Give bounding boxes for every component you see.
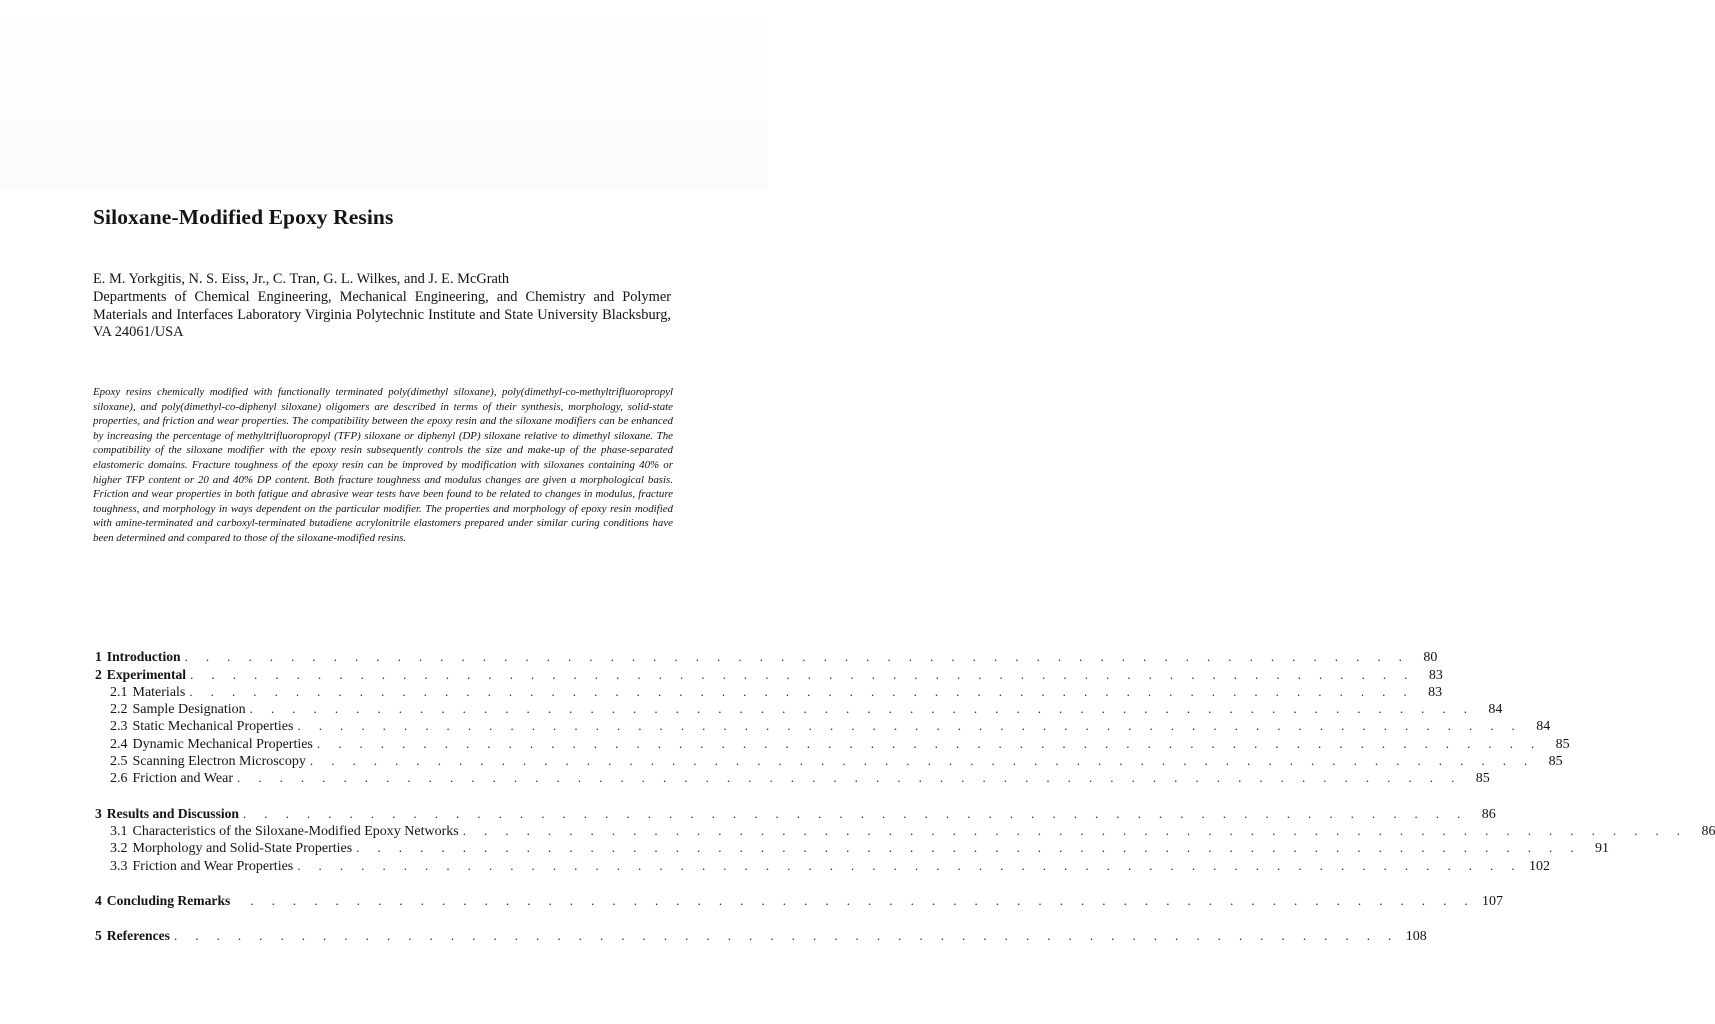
toc-entry-dynamic-mechanical[interactable] [110,735,1570,752]
toc-entry-number: 3 [95,806,102,821]
toc-leader-dots: . . . . . . . . . . . . . . . . . . . . . . . . . . . . . . . . . . . . . . . . . . . . . . . . . . . . . . . . . . [297,718,1523,733]
toc-entry-number: 3.1 [110,824,128,839]
toc-entry-label: Morphology and Solid-State Properties [132,841,353,856]
toc-leader-dots: . . . . . . . . . . . . . . . . . . . . . . . . . . . . . . . . . . . . . . . . . . . . . . . . . . . . . . . . . . [462,823,1688,838]
toc-entry-introduction[interactable] [95,648,1438,665]
toc-entry-label: Concluding Remarks [106,893,231,908]
author-affiliation: Departments of Chemical Engineering, Mechanical Engineering, and Chemistry and Polymer Materials and Interfaces Laboratory Virginia Polytechnic Institute and State University Blacksburg, VA 24061/USA [93,289,671,341]
toc-leader-dots: . . . . . . . . . . . . . . . . . . . . . . . . . . . . . . . . . . . . . . . . . . . . . . . . . . . . . . . . . . [250,893,1476,908]
toc-entry-page: 86 [1481,807,1496,822]
toc-entry-number: 5 [95,928,102,943]
article-title: Siloxane-Modified Epoxy Resins [93,205,394,229]
toc-leader-dots: . . . . . . . . . . . . . . . . . . . . . . . . . . . . . . . . . . . . . . . . . . . . . . . . . . . . . . . . . . [173,928,1399,943]
toc-entry-label: Materials [132,685,186,700]
toc-entry-label: Introduction [106,649,181,664]
toc-entry-number: 3.3 [110,859,128,874]
toc-entry-number: 2.2 [110,702,128,717]
toc-entry-page: 84 [1488,702,1503,717]
toc-entry-friction-wear[interactable] [110,769,1490,786]
toc-entry-page: 85 [1548,754,1563,769]
toc-leader-dots: . . . . . . . . . . . . . . . . . . . . . . . . . . . . . . . . . . . . . . . . . . . . . . . . . . . . . . . . . . [309,753,1535,768]
toc-leader-dots: . . . . . . . . . . . . . . . . . . . . . . . . . . . . . . . . . . . . . . . . . . . . . . . . . . . . . . . . . . [243,806,1468,821]
toc-entry-characteristics[interactable] [110,822,1715,839]
toc-entry-label: Experimental [106,667,187,682]
toc-entry-number: 2.3 [110,719,128,734]
toc-entry-number: 2.4 [110,737,128,752]
toc-leader-dots: . . . . . . . . . . . . . . . . . . . . . . . . . . . . . . . . . . . . . . . . . . . . . . . . . . . . . . . . . . [297,858,1522,873]
toc-entry-page: 86 [1701,824,1715,839]
toc-entry-number: 2.1 [110,685,128,700]
toc-entry-number: 1 [95,649,102,664]
toc-entry-page: 108 [1405,929,1427,944]
toc-entry-page: 85 [1475,771,1490,786]
toc-entry-sample-designation[interactable] [110,700,1503,717]
toc-entry-page: 102 [1529,859,1550,874]
abstract-text: Epoxy resins chemically modified with functionally terminated poly(dimethyl siloxane), poly(dimethyl-co-methyltrifluoropropyl siloxane), and poly(dimethyl-co-diphenyl siloxane) oligomers are described in terms of their synthesis, morphology, solid-state properties, and friction and wear properties. The compatibility between the epoxy resin and the siloxane modifiers can be enhanced by increasing the percentage of methyltrifluoropropyl (TFP) siloxane or diphenyl (DP) siloxane relative to dimethyl siloxane. The compatibility of the siloxane modifier with the epoxy resin subsequently controls the size and make-up of the phase-separated elastomeric domains. Fracture toughness of the epoxy resin can be improved by modification with siloxanes containing 40% or higher TFP content or 20 and 40% DP content. Both fracture toughness and modulus changes are given a morphological basis. Friction and wear properties in both fatigue and abrasive wear tests have been found to be related to changes in modulus, fracture toughness, and morphology in ways dependent on the particular modifier. The properties and morphology of epoxy resin modified with amine-terminated and carboxyl-terminated butadiene acrylonitrile elastomers prepared under similar curing conditions have been determined and compared to those of the siloxane-modified resins. [93,386,673,544]
toc-entry-materials[interactable] [110,683,1443,700]
toc-leader-dots: . . . . . . . . . . . . . . . . . . . . . . . . . . . . . . . . . . . . . . . . . . . . . . . . . . . . . . . . . . [236,770,1462,785]
toc-entry-references[interactable] [95,927,1427,944]
toc-entry-label: Scanning Electron Microscopy [132,754,306,769]
toc-leader-dots: . . . . . . . . . . . . . . . . . . . . . . . . . . . . . . . . . . . . . . . . . . . . . . . . . . . . . . . . . . [356,840,1581,855]
toc-entry-friction-wear-properties[interactable] [110,857,1550,874]
toc-entry-concluding-remarks[interactable] [95,892,1504,909]
toc-entry-results-discussion[interactable] [95,805,1496,822]
toc-entry-label: References [106,928,170,943]
toc-entry-label: Friction and Wear Properties [132,859,294,874]
toc-entry-page: 84 [1536,719,1551,734]
toc-entry-sem[interactable] [110,752,1563,769]
toc-entry-static-mechanical[interactable] [110,717,1551,734]
toc-leader-dots: . . . . . . . . . . . . . . . . . . . . . . . . . . . . . . . . . . . . . . . . . . . . . . . . . . . . . . . . . . [190,667,1415,682]
toc-entry-number: 2 [95,667,102,682]
toc-entry-number: 4 [95,893,102,908]
toc-entry-page: 83 [1428,685,1443,700]
toc-entry-page: 85 [1555,737,1570,752]
toc-leader-dots: . . . . . . . . . . . . . . . . . . . . . . . . . . . . . . . . . . . . . . . . . . . . . . . . . . . . . . . . . . [184,649,1410,664]
toc-entry-number: 3.2 [110,841,128,856]
toc-entry-label: Friction and Wear [132,771,233,786]
toc-leader-dots: . . . . . . . . . . . . . . . . . . . . . . . . . . . . . . . . . . . . . . . . . . . . . . . . . . . . . . . . . . [189,684,1415,699]
toc-entry-label: Results and Discussion [106,806,239,821]
toc-entry-number: 2.5 [110,754,128,769]
author-list: E. M. Yorkgitis, N. S. Eiss, Jr., C. Tran, G. L. Wilkes, and J. E. McGrath [93,271,510,287]
toc-entry-page: 91 [1594,841,1609,856]
toc-entry-morphology[interactable] [110,839,1609,856]
toc-entry-label: Characteristics of the Siloxane-Modified Epoxy Networks [132,824,459,839]
toc-entry-page: 107 [1482,894,1504,909]
toc-entry-label: Sample Designation [132,702,246,717]
toc-entry-experimental[interactable] [95,666,1443,683]
toc-entry-label: Static Mechanical Properties [132,719,294,734]
toc-entry-number: 2.6 [110,771,128,786]
toc-leader-dots: . . . . . . . . . . . . . . . . . . . . . . . . . . . . . . . . . . . . . . . . . . . . . . . . . . . . . . . . . . [249,701,1475,716]
toc-leader-dots: . . . . . . . . . . . . . . . . . . . . . . . . . . . . . . . . . . . . . . . . . . . . . . . . . . . . . . . . . . [316,736,1542,751]
toc-entry-page: 80 [1423,650,1438,665]
toc-entry-page: 83 [1428,668,1443,683]
toc-entry-label: Dynamic Mechanical Properties [132,737,313,752]
